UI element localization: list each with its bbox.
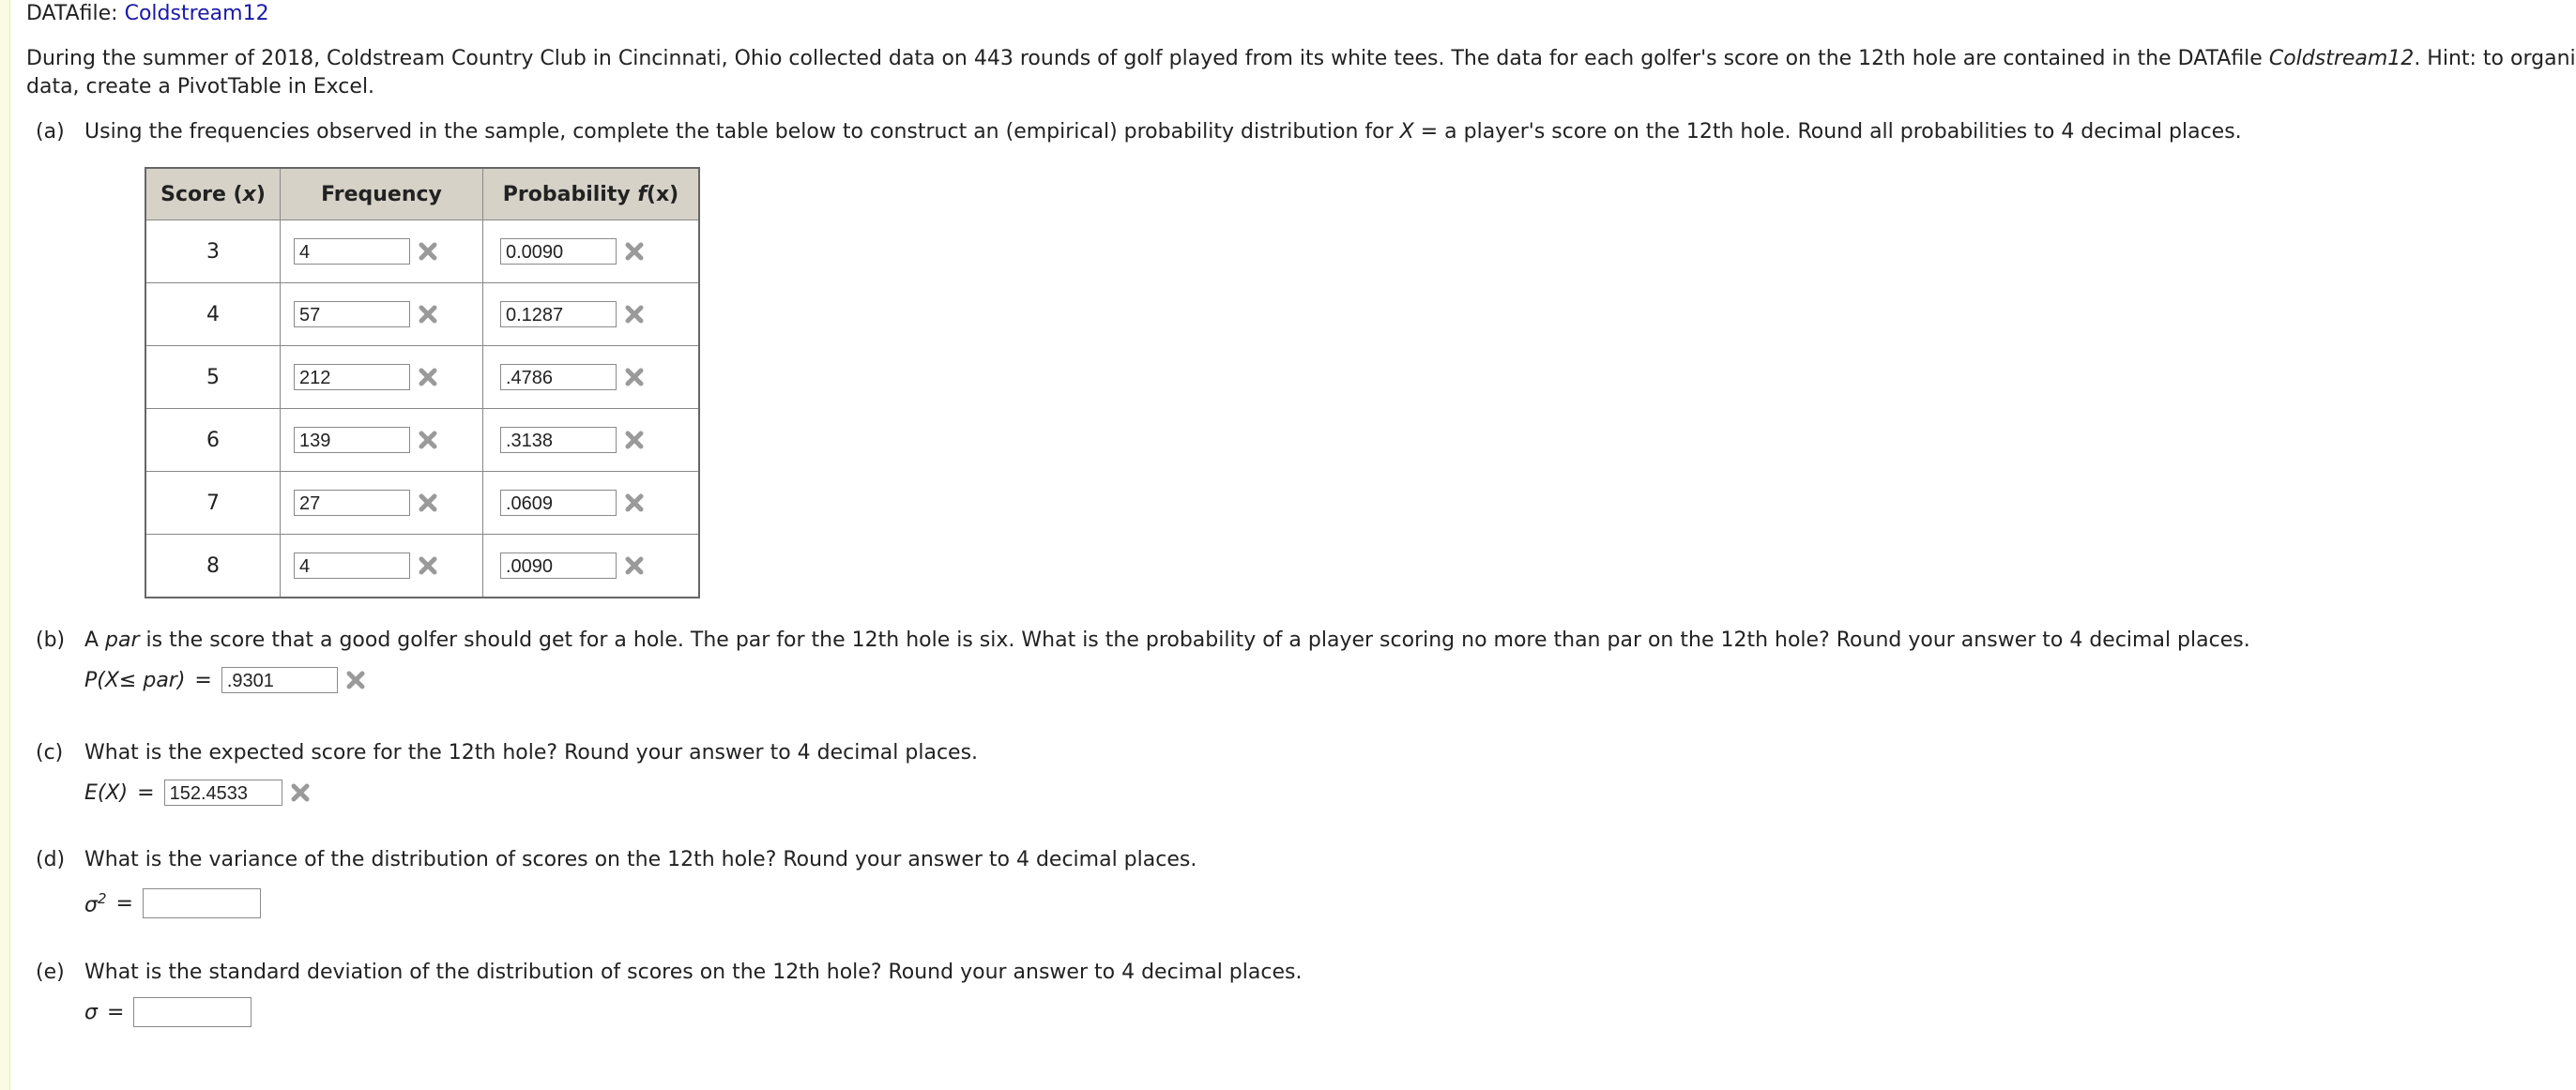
table-row <box>145 283 699 346</box>
part-e-eq-label: σ <box>84 1000 98 1024</box>
frequency-cell <box>281 409 483 472</box>
part-c-answer-row <box>84 777 311 809</box>
score-cell: 5 <box>145 346 281 409</box>
header-frequency: Frequency <box>281 168 483 220</box>
frequency-cell <box>281 472 483 535</box>
datafile-prefix: DATAfile: <box>26 2 125 25</box>
header-probability: Probability f(x) <box>483 168 700 220</box>
x-mark-icon <box>624 492 645 513</box>
part-b-question: (b) A par is the score that a good golfer should get for a hole. The par for the 12th hole is six. What is the probability of a player scoring no more than par on the 12th hole? Round your answer to 4 decimal places. <box>36 627 2250 655</box>
frequency-input[interactable]: 139 <box>294 427 410 453</box>
part-d-eq-label: $\sigma^2$ <box>84 889 107 917</box>
x-mark-icon <box>290 782 311 803</box>
header-score: Score (x) <box>145 168 281 220</box>
score-cell: 3 <box>145 220 281 283</box>
part-d-question: (d) What is the variance of the distribution of scores on the 12th hole? Round your answer to 4 decimal places. <box>36 846 1197 874</box>
probability-input[interactable]: 0.1287 <box>500 301 617 327</box>
probability-input[interactable]: .0609 <box>500 490 617 516</box>
part-a-text-a: Using the frequencies observed in the sample, complete the table below to construct an (empirical) probability distribution for <box>84 120 1400 144</box>
table-row <box>145 346 699 409</box>
x-mark-icon <box>418 241 438 262</box>
part-e-answer-row <box>84 996 252 1028</box>
frequency-cell <box>281 346 483 409</box>
intro-text-line-1 <box>26 45 2576 73</box>
datafile-line <box>26 0 269 28</box>
frequency-input[interactable]: 27 <box>294 490 410 516</box>
part-b-label: (b) <box>36 628 66 652</box>
score-cell: 4 <box>145 283 281 346</box>
intro-text-a: During the summer of 2018, Coldstream Country Club in Cincinnati, Ohio collected data on 443 rounds of golf played from its white tees. The data for each golfer's score on the 12th hole are contained in the DATAfile <box>26 47 2269 70</box>
table-row <box>145 535 699 598</box>
probability-cell <box>483 535 700 598</box>
part-e-question: (e) What is the standard deviation of the distribution of scores on the 12th hole? Round your answer to 4 decimal places. <box>36 959 1302 987</box>
part-c-answer-input[interactable]: 152.4533 <box>164 780 282 806</box>
part-a-question <box>36 118 2242 146</box>
x-mark-icon <box>624 430 645 450</box>
x-mark-icon <box>624 367 645 387</box>
part-e-label: (e) <box>36 961 65 984</box>
part-b-answer-row <box>84 664 366 696</box>
table-row <box>145 409 699 472</box>
frequency-cell <box>281 535 483 598</box>
frequency-cell <box>281 220 483 283</box>
frequency-input[interactable]: 4 <box>294 553 410 579</box>
frequency-cell <box>281 283 483 346</box>
intro-text-b: . Hint: to organi <box>2414 47 2576 70</box>
probability-cell <box>483 346 700 409</box>
left-margin-bar <box>0 0 10 1090</box>
part-c-eq-label: E(X) <box>84 780 129 805</box>
frequency-input[interactable]: 57 <box>294 301 410 327</box>
equals-sign: = <box>194 668 212 692</box>
part-c-question: (c) What is the expected score for the 12th hole? Round your answer to 4 decimal places. <box>36 739 978 767</box>
table-row <box>145 472 699 535</box>
equals-sign: = <box>137 780 155 805</box>
probability-cell <box>483 409 700 472</box>
part-a-text-b: = a player's score on the 12th hole. Round all probabilities to 4 decimal places. <box>1413 120 2242 144</box>
probability-distribution-table <box>145 167 700 598</box>
x-mark-icon <box>624 304 645 325</box>
x-mark-icon <box>418 555 438 576</box>
probability-input[interactable]: .0090 <box>500 553 617 579</box>
x-mark-icon <box>418 367 438 387</box>
x-mark-icon <box>624 241 645 262</box>
x-mark-icon <box>418 492 438 513</box>
probability-input[interactable]: .4786 <box>500 364 617 390</box>
intro-text-line-2: data, create a PivotTable in Excel. <box>26 75 375 98</box>
part-e-answer-input[interactable] <box>133 997 252 1027</box>
intro-text-italic: Coldstream12 <box>2268 47 2415 70</box>
table-header-row <box>145 168 699 220</box>
probability-cell <box>483 472 700 535</box>
score-cell: 7 <box>145 472 281 535</box>
part-b-eq-label: P(X≤ par) <box>84 668 186 692</box>
equals-sign: = <box>106 1000 125 1024</box>
part-b-answer-input[interactable]: .9301 <box>221 667 338 693</box>
x-mark-icon <box>624 555 645 576</box>
probability-input[interactable]: .3138 <box>500 427 617 453</box>
x-mark-icon <box>418 430 438 450</box>
frequency-input[interactable]: 212 <box>294 364 410 390</box>
part-c-label: (c) <box>36 741 64 765</box>
x-mark-icon <box>345 670 366 690</box>
part-a-label: (a) <box>36 120 65 144</box>
datafile-link[interactable]: Coldstream12 <box>124 2 269 25</box>
score-cell: 6 <box>145 409 281 472</box>
equals-sign: = <box>115 891 133 916</box>
table-row <box>145 220 699 283</box>
probability-cell <box>483 283 700 346</box>
probability-cell <box>483 220 700 283</box>
x-mark-icon <box>418 304 438 325</box>
part-d-label: (d) <box>36 848 66 871</box>
frequency-input[interactable]: 4 <box>294 238 410 265</box>
part-d-answer-row <box>84 887 261 919</box>
part-d-answer-input[interactable] <box>143 888 261 918</box>
probability-input[interactable]: 0.0090 <box>500 238 617 265</box>
part-a-var: X <box>1399 120 1414 144</box>
score-cell: 8 <box>145 535 281 598</box>
